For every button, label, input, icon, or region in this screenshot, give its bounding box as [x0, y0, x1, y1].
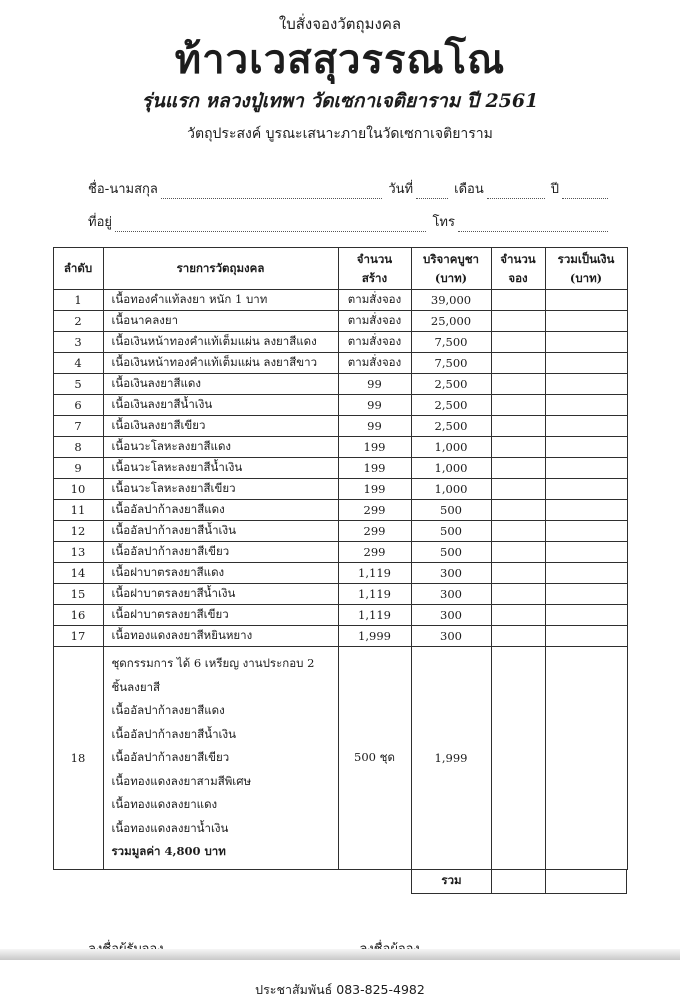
header-donation-price: บริจาคบูชา (บาท) — [411, 248, 491, 290]
quantity-made-cell: 99 — [338, 395, 411, 416]
item-name: เนื้อฝาบาตรลงยาสีน้ำเงิน — [103, 584, 338, 605]
quantity-reserved-cell — [491, 290, 545, 311]
header-item: รายการวัตถุมงคล — [103, 248, 338, 290]
order-table-rows — [53, 290, 627, 647]
grand-total-reserved-cell — [492, 870, 546, 893]
quantity-made-cell: ตามสั่งจอง — [338, 311, 411, 332]
total-amount-cell — [545, 290, 627, 311]
table-row — [53, 395, 627, 416]
year-label: ปี — [550, 182, 559, 197]
item-name: เนื้อนวะโลหะลงยาสีน้ำเงิน — [103, 458, 338, 479]
table-row — [53, 563, 627, 584]
table-row — [53, 542, 627, 563]
table-row — [53, 353, 627, 374]
donation-price-cell: 39,000 — [411, 290, 491, 311]
quantity-made-cell: ตามสั่งจอง — [338, 290, 411, 311]
table-row — [53, 416, 627, 437]
header-quantity-made: จำนวน สร้าง — [338, 248, 411, 290]
item-name: เนื้อนวะโลหะลงยาสีเขียว — [103, 479, 338, 500]
quantity-reserved-cell — [491, 437, 545, 458]
quantity-made-cell: 1,119 — [338, 584, 411, 605]
total-amount-cell — [545, 563, 627, 584]
quantity-reserved-cell — [491, 353, 545, 374]
item-name: เนื้อฝาบาตรลงยาสีเขียว — [103, 605, 338, 626]
total-amount-cell — [545, 395, 627, 416]
day-label: วันที่ — [388, 182, 414, 197]
row-number: 6 — [53, 395, 103, 416]
quantity-made-cell: 199 — [338, 437, 411, 458]
table-row — [53, 647, 627, 870]
row-number: 2 — [53, 311, 103, 332]
quantity-made-cell: 500 ชุด — [338, 647, 411, 870]
quantity-reserved-cell — [491, 395, 545, 416]
item-name: เนื้ออัลปาก้าลงยาสีน้ำเงิน — [103, 521, 338, 542]
order-table-header — [53, 248, 627, 290]
table-row — [53, 521, 627, 542]
donation-price-cell: 300 — [411, 605, 491, 626]
phone-label: โทร — [432, 215, 455, 230]
quantity-reserved-cell — [491, 500, 545, 521]
scan-edge — [0, 949, 680, 960]
donation-price-cell: 1,999 — [411, 647, 491, 870]
quantity-reserved-cell — [491, 374, 545, 395]
quantity-made-cell: 299 — [338, 500, 411, 521]
quantity-reserved-cell — [491, 605, 545, 626]
row-number: 3 — [53, 332, 103, 353]
total-amount-cell — [545, 521, 627, 542]
table-row — [53, 479, 627, 500]
total-amount-cell — [545, 332, 627, 353]
quantity-reserved-cell — [491, 458, 545, 479]
grand-total-label: รวม — [412, 870, 492, 893]
committee-set-line: ชุดกรรมการ ได้ 6 เหรียญ งานประกอบ 2 ชิ้นลงยาสี — [111, 656, 315, 694]
table-row — [53, 584, 627, 605]
quantity-made-cell: 299 — [338, 521, 411, 542]
item-name: เนื้ออัลปาก้าลงยาสีแดง — [103, 500, 338, 521]
address-write-line — [115, 217, 426, 232]
quantity-reserved-cell — [491, 479, 545, 500]
table-row — [53, 374, 627, 395]
committee-set-line: เนื้อทองแดงลงยาสามสีพิเศษ — [111, 773, 252, 788]
quantity-reserved-cell — [491, 332, 545, 353]
committee-set-lines — [112, 652, 330, 840]
purpose-line: วัตถุประสงค์ บูรณะเสนาะภายในวัดเซกาเจติยาราม — [187, 126, 493, 142]
row-number: 4 — [53, 353, 103, 374]
total-amount-cell — [545, 353, 627, 374]
row-number: 17 — [53, 626, 103, 647]
total-amount-cell — [545, 437, 627, 458]
donation-price-cell: 300 — [411, 563, 491, 584]
donation-price-cell: 1,000 — [411, 458, 491, 479]
grand-total-row — [411, 870, 627, 894]
quantity-reserved-cell — [491, 626, 545, 647]
donation-price-cell: 2,500 — [411, 416, 491, 437]
committee-set-line: เนื้ออัลปาก้าลงยาสีน้ำเงิน — [111, 726, 236, 741]
quantity-reserved-cell — [491, 563, 545, 584]
committee-set-line: เนื้อทองแดงลงยาน้ำเงิน — [111, 820, 229, 835]
table-row — [53, 311, 627, 332]
total-amount-cell — [545, 500, 627, 521]
address-label: ที่อยู่ — [88, 215, 112, 230]
order-table — [53, 247, 628, 870]
total-amount-cell — [545, 374, 627, 395]
quantity-reserved-cell — [491, 416, 545, 437]
name-label: ชื่อ-นามสกุล — [88, 182, 158, 197]
item-name: เนื้อนาคลงยา — [103, 311, 338, 332]
row-number: 8 — [53, 437, 103, 458]
item-name-cell — [103, 647, 338, 870]
donation-price-cell: 500 — [411, 542, 491, 563]
total-amount-cell — [545, 542, 627, 563]
day-write-line — [416, 184, 448, 199]
table-row — [53, 332, 627, 353]
grand-total-amount-cell — [546, 870, 626, 893]
committee-set-line: เนื้ออัลปาก้าลงยาสีเขียว — [111, 750, 230, 764]
quantity-made-cell: 99 — [338, 374, 411, 395]
table-row — [53, 290, 627, 311]
committee-set-line: เนื้อทองแดงลงยาแดง — [111, 797, 218, 811]
document-header — [0, 0, 680, 145]
total-amount-cell — [545, 584, 627, 605]
committee-set-line: เนื้ออัลปาก้าลงยาสีแดง — [111, 703, 225, 717]
year-write-line — [562, 184, 608, 199]
table-row — [53, 605, 627, 626]
donation-price-cell: 1,000 — [411, 479, 491, 500]
header-quantity-reserved: จำนวน จอง — [491, 248, 545, 290]
total-amount-cell — [545, 605, 627, 626]
donation-price-cell: 300 — [411, 626, 491, 647]
donation-price-cell: 25,000 — [411, 311, 491, 332]
total-amount-cell — [545, 416, 627, 437]
row-number: 14 — [53, 563, 103, 584]
row-number: 12 — [53, 521, 103, 542]
item-name: เนื้อเงินลงยาสีแดง — [103, 374, 338, 395]
phone-write-line — [458, 217, 608, 232]
row-number: 11 — [53, 500, 103, 521]
quantity-reserved-cell — [491, 584, 545, 605]
header-no: ลำดับ — [53, 248, 103, 290]
form-title: ใบสั่งจองวัตถุมงคล — [278, 15, 402, 33]
row-number: 16 — [53, 605, 103, 626]
main-title: ท้าวเวสสุวรรณโณ — [174, 36, 506, 83]
table-row — [53, 458, 627, 479]
donation-price-cell: 7,500 — [411, 353, 491, 374]
quantity-made-cell: 1,119 — [338, 563, 411, 584]
donation-price-cell: 300 — [411, 584, 491, 605]
row-number: 10 — [53, 479, 103, 500]
quantity-made-cell: 299 — [338, 542, 411, 563]
item-name: เนื้อเงินหน้าทองคำแท้เต็มแผ่น ลงยาสีแดง — [103, 332, 338, 353]
quantity-made-cell: 1,119 — [338, 605, 411, 626]
donation-price-cell: 1,000 — [411, 437, 491, 458]
quantity-made-cell: 1,999 — [338, 626, 411, 647]
quantity-reserved-cell — [491, 521, 545, 542]
donation-price-cell: 2,500 — [411, 395, 491, 416]
table-row — [53, 500, 627, 521]
item-name: เนื้อเงินลงยาสีน้ำเงิน — [103, 395, 338, 416]
table-row — [53, 626, 627, 647]
item-name: เนื้อเงินลงยาสีเขียว — [103, 416, 338, 437]
table-row — [53, 437, 627, 458]
address-phone-row — [88, 199, 608, 232]
month-write-line — [487, 184, 545, 199]
quantity-reserved-cell — [491, 647, 545, 870]
donation-price-cell: 2,500 — [411, 374, 491, 395]
quantity-made-cell: ตามสั่งจอง — [338, 353, 411, 374]
quantity-made-cell: 199 — [338, 479, 411, 500]
item-name: เนื้อเงินหน้าทองคำแท้เต็มแผ่น ลงยาสีขาว — [103, 353, 338, 374]
quantity-reserved-cell — [491, 542, 545, 563]
edition-subtitle: รุ่นแรก หลวงปู่เทพา วัดเซกาเจติยาราม ปี 2561 — [141, 90, 539, 112]
item-name: เนื้อทองคำแท้ลงยา หนัก 1 บาท — [103, 290, 338, 311]
row-number: 18 — [53, 647, 103, 870]
row-number: 13 — [53, 542, 103, 563]
committee-set-total: รวมมูลค่า 4,800 บาท — [111, 844, 226, 858]
row-number: 1 — [53, 290, 103, 311]
name-write-line — [161, 184, 383, 199]
committee-set-row — [53, 647, 627, 870]
item-name: เนื้อนวะโลหะลงยาสีแดง — [103, 437, 338, 458]
quantity-made-cell: 99 — [338, 416, 411, 437]
month-label: เดือน — [454, 182, 484, 197]
item-name: เนื้อทองแดงลงยาสีหยินหยาง — [103, 626, 338, 647]
row-number: 9 — [53, 458, 103, 479]
applicant-fields — [88, 166, 608, 232]
row-number: 7 — [53, 416, 103, 437]
contact-line: ประชาสัมพันธ์ 083-825-4982 — [255, 981, 425, 997]
row-number: 5 — [53, 374, 103, 395]
total-amount-cell — [545, 311, 627, 332]
donation-price-cell: 500 — [411, 521, 491, 542]
donation-price-cell: 7,500 — [411, 332, 491, 353]
name-date-row — [88, 166, 608, 199]
row-number: 15 — [53, 584, 103, 605]
header-total-amount: รวมเป็นเงิน (บาท) — [545, 248, 627, 290]
quantity-made-cell: 199 — [338, 458, 411, 479]
total-amount-cell — [545, 479, 627, 500]
donation-price-cell: 500 — [411, 500, 491, 521]
quantity-reserved-cell — [491, 311, 545, 332]
item-name: เนื้อฝาบาตรลงยาสีแดง — [103, 563, 338, 584]
total-amount-cell — [545, 647, 627, 870]
item-name: เนื้ออัลปาก้าลงยาสีเขียว — [103, 542, 338, 563]
quantity-made-cell: ตามสั่งจอง — [338, 332, 411, 353]
total-amount-cell — [545, 458, 627, 479]
total-amount-cell — [545, 626, 627, 647]
